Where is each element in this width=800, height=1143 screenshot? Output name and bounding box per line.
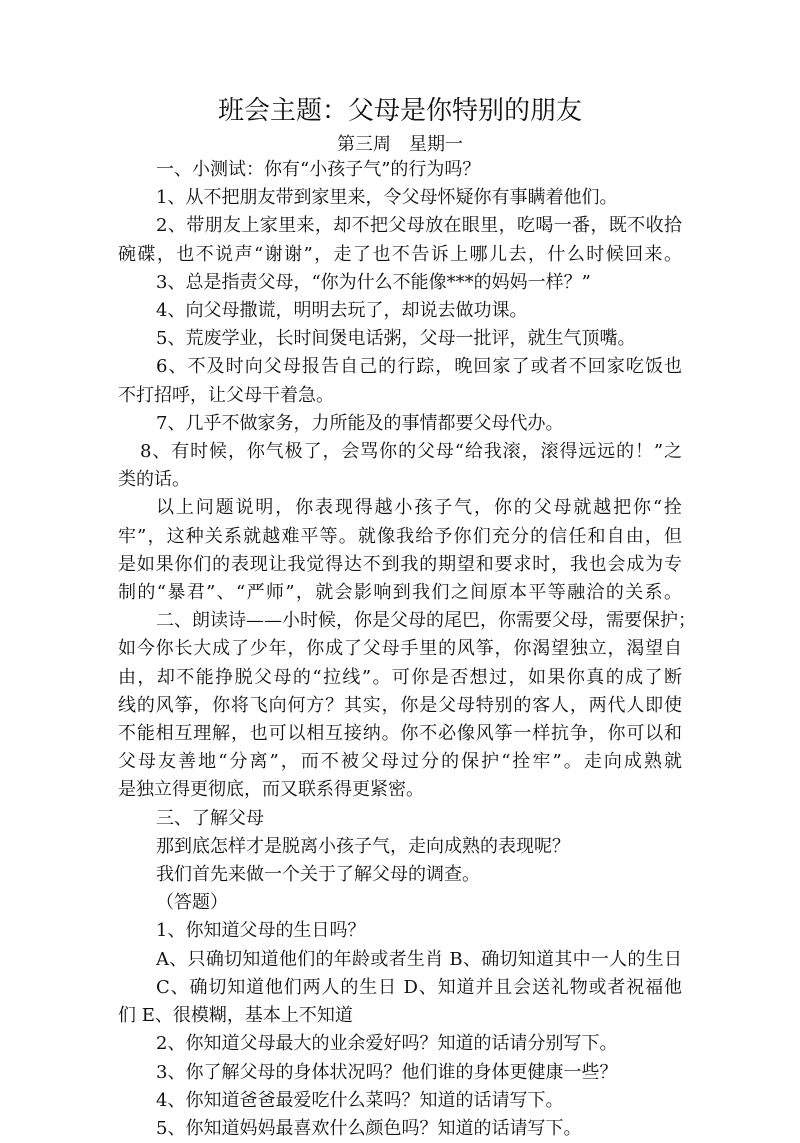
paragraph-line: 以上问题说明，你表现得越小孩子气，你的父母就越把你“拴 [156, 497, 682, 519]
paragraph-line: 父母友善地“分离”，而不被父母过分的保护“拴牢”。走向成熟就 [118, 751, 682, 773]
paragraph-line: 6、不及时向父母报告自己的行踪，晚回家了或者不回家吃饭也 [156, 356, 682, 378]
document-body [118, 156, 696, 1143]
paragraph-line: 由，却不能挣脱父母的“拉线”。可你是否想过，如果你真的成了断 [118, 666, 682, 688]
section-heading: 三、了解父母 [156, 807, 264, 829]
question-line: 1、你知道父母的生日吗？ [156, 920, 366, 942]
paragraph-line: 4、向父母撒谎，明明去玩了，却说去做功课。 [156, 300, 528, 322]
paragraph-line: 7、几乎不做家务，力所能及的事情都要父母代办。 [156, 412, 564, 434]
paragraph-line: 1、从不把朋友带到家里来，令父母怀疑你有事瞒着他们。 [156, 187, 618, 209]
paragraph-line: 如今你长大成了少年，你成了父母手里的风筝，你渴望独立，渴望自 [118, 638, 682, 660]
paragraph-line: 不能相互理解，也可以相互接纳。你不必像风筝一样抗争，你可以和 [118, 723, 682, 745]
paragraph-line: 制的“暴君”、“严师”，就会影响到我们之间原本平等融洽的关系。 [118, 582, 682, 604]
option-line: A、只确切知道他们的年龄或者生肖 B、确切知道其中一人的生日 [156, 948, 682, 970]
paragraph-line: 8、有时候，你气极了，会骂你的父母“给我滚，滚得远远的！”之 [140, 441, 682, 463]
page-subtitle: 第三周 星期一 [337, 134, 463, 155]
paragraph-line: 是如果你们的表现让我觉得达不到我的期望和要求时，我也会成为专 [118, 553, 682, 575]
paragraph-line: （答题） [156, 892, 228, 914]
question-line: 4、你知道爸爸最爱吃什么菜吗？知道的话请写下。 [156, 1089, 564, 1111]
paragraph-line: 碗碟，也不说声“谢谢”，走了也不告诉上哪儿去，什么时候回来。 [118, 243, 682, 265]
section-heading: 一、小测试：你有“小孩子气”的行为吗？ [156, 159, 481, 180]
section-heading: 二、朗读诗——小时候，你是父母的尾巴，你需要父母，需要保护； [156, 610, 696, 632]
paragraph-line: 5、荒废学业，长时间煲电话粥，父母一批评，就生气顶嘴。 [156, 328, 636, 350]
paragraph-line: 类的话。 [118, 469, 190, 491]
paragraph-line: 不打招呼，让父母干着急。 [118, 384, 334, 406]
paragraph-line: 那到底怎样才是脱离小孩子气，走向成熟的表现呢？ [156, 835, 570, 857]
paragraph-line: 是独立得更彻底，而又联系得更紧密。 [118, 779, 424, 801]
paragraph-line: 3、总是指责父母，“你为什么不能像***的妈妈一样？” [156, 271, 591, 293]
paragraph-line: 2、带朋友上家里来，却不把父母放在眼里，吃喝一番，既不收拾 [156, 215, 682, 237]
paragraph-line: 线的风筝，你将飞向何方？其实，你是父母特别的客人，两代人即使 [118, 694, 682, 716]
question-line: 2、你知道父母最大的业余爱好吗？知道的话请分别写下。 [156, 1033, 618, 1055]
page-title: 班会主题：父母是你特别的朋友 [217, 96, 582, 126]
question-line: 3、你了解父母的身体状况吗？他们谁的身体更健康一些？ [156, 1061, 618, 1083]
paragraph-line: 我们首先来做一个关于了解父母的调查。 [156, 864, 480, 886]
paragraph-line: 牢”，这种关系就越难平等。就像我给予你们充分的信任和自由，但 [118, 525, 682, 547]
option-line: 们 E、很模糊，基本上不知道 [118, 1005, 353, 1027]
option-line: C、确切知道他们两人的生日 D、知道并且会送礼物或者祝福他 [156, 976, 682, 998]
question-line: 5、你知道妈妈最喜欢什么颜色吗？知道的话请写下。 [156, 1117, 582, 1139]
